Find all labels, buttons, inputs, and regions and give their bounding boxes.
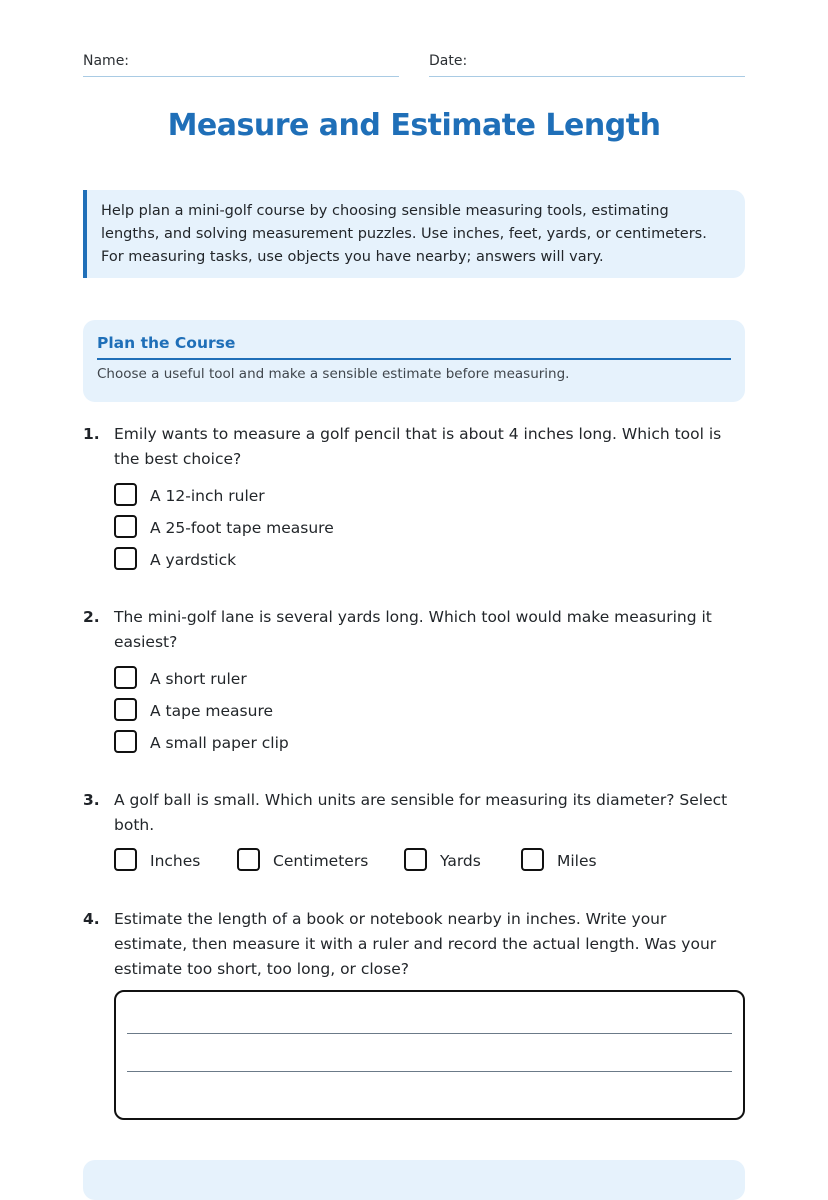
question-number: 1. bbox=[83, 425, 100, 443]
section-plan-the-course bbox=[83, 320, 745, 402]
option-label: A small paper clip bbox=[150, 734, 289, 752]
option-label: Miles bbox=[557, 852, 597, 870]
name-field[interactable] bbox=[83, 52, 399, 77]
question-text: The mini-golf lane is several yards long. Which tool would make measuring it easiest? bbox=[114, 608, 712, 651]
question-text: Estimate the length of a book or notebook nearby in inches. Write your estimate, then measure it with a ruler and record the actual length. Was your estimate too short, too long, or close? bbox=[114, 910, 717, 978]
answer-line bbox=[127, 1071, 732, 1072]
checkbox-icon[interactable] bbox=[114, 515, 137, 538]
date-label: Date: bbox=[429, 53, 468, 69]
answer-line bbox=[127, 1033, 732, 1034]
question-4 bbox=[83, 907, 745, 987]
checkbox-icon[interactable] bbox=[114, 483, 137, 506]
option-label: Centimeters bbox=[273, 852, 369, 870]
question-text: A golf ball is small. Which units are sensible for measuring its diameter? Select both. bbox=[114, 791, 728, 834]
section-title: Plan the Course bbox=[97, 334, 731, 360]
name-label: Name: bbox=[83, 53, 130, 69]
section-subtitle: Choose a useful tool and make a sensible estimate before measuring. bbox=[97, 366, 570, 382]
answer-box[interactable] bbox=[114, 990, 745, 1120]
question-number: 2. bbox=[83, 608, 100, 626]
checkbox-icon[interactable] bbox=[114, 698, 137, 721]
question-1 bbox=[83, 422, 745, 582]
question-number: 4. bbox=[83, 910, 100, 928]
option-label: A 25-foot tape measure bbox=[150, 519, 334, 537]
question-2 bbox=[83, 605, 745, 765]
header-fields bbox=[83, 52, 745, 78]
option-label: A 12-inch ruler bbox=[150, 487, 265, 505]
checkbox-icon[interactable] bbox=[114, 730, 137, 753]
option-label: Yards bbox=[440, 852, 481, 870]
option-label: Inches bbox=[150, 852, 201, 870]
option-label: A short ruler bbox=[150, 670, 247, 688]
checkbox-icon[interactable] bbox=[114, 848, 137, 871]
checkbox-icon[interactable] bbox=[404, 848, 427, 871]
option-label: A yardstick bbox=[150, 551, 237, 569]
checkbox-icon[interactable] bbox=[237, 848, 260, 871]
date-field[interactable] bbox=[429, 52, 745, 77]
question-3 bbox=[83, 788, 745, 888]
page-title: Measure and Estimate Length bbox=[167, 108, 661, 143]
next-section-panel bbox=[83, 1160, 745, 1200]
checkbox-icon[interactable] bbox=[114, 547, 137, 570]
option-label: A tape measure bbox=[150, 702, 274, 720]
question-number: 3. bbox=[83, 791, 100, 809]
intro-callout: Help plan a mini-golf course by choosing sensible measuring tools, estimating lengths, and solving measurement puzzles. Use inches, feet, yards, or centimeters. For measuring tasks, use objects you have nearby; answers will vary. bbox=[83, 190, 745, 278]
question-text: Emily wants to measure a golf pencil that is about 4 inches long. Which tool is the best choice? bbox=[114, 425, 722, 468]
checkbox-icon[interactable] bbox=[521, 848, 544, 871]
checkbox-icon[interactable] bbox=[114, 666, 137, 689]
